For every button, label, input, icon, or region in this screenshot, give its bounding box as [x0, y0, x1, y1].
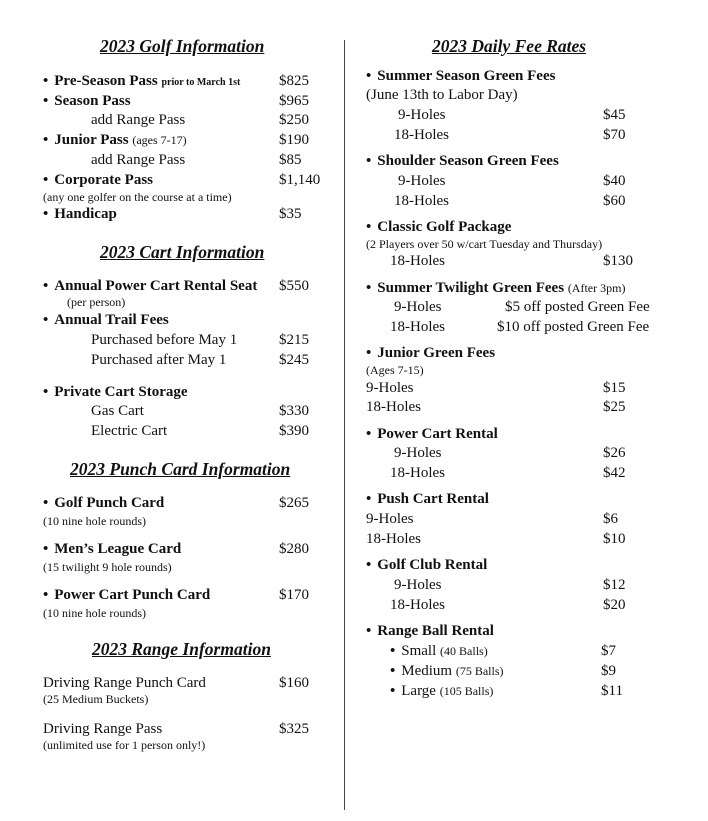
junior-pass [43, 131, 187, 150]
power-punch-note: (10 nine hole rounds) [43, 606, 146, 620]
club-18-label: 18-Holes [390, 597, 445, 613]
junior-fees-label: • Junior Green Fees [366, 344, 495, 363]
electric-cart-label: Electric Cart [91, 423, 168, 439]
trail-before-label: Purchased before May 1 [91, 332, 238, 348]
junior-9-price: $15 [603, 380, 626, 396]
club-9-price: $12 [603, 577, 626, 593]
annual-seat-note: (per person) [67, 295, 126, 309]
punch-card-heading: 2023 Punch Card Information [70, 459, 291, 479]
power-18-label: 18-Holes [390, 465, 445, 481]
power-9-price: $26 [603, 445, 626, 461]
preseason-label: Pre-Season Pass [54, 73, 158, 89]
club-18-price: $20 [603, 597, 626, 613]
twilight-9-price: $5 off posted Green Fee [505, 299, 650, 315]
push-9-price: $6 [603, 511, 618, 527]
golf-punch-label: • Golf Punch Card [43, 494, 164, 513]
trail-before-price: $215 [279, 332, 309, 348]
mens-league-price: $280 [279, 541, 309, 557]
handicap-label: • Handicap [43, 205, 117, 224]
junior-range-label: add Range Pass [91, 152, 186, 168]
ball-large-label: Large [401, 683, 436, 699]
corporate-price: $1,140 [279, 172, 321, 188]
mens-league-note: (15 twilight 9 hole rounds) [43, 560, 172, 574]
junior-range-price: $85 [279, 152, 302, 168]
summer-18-label: 18-Holes [394, 127, 449, 143]
power-punch-price: $170 [279, 587, 309, 603]
ball-small-label: Small [401, 643, 437, 659]
junior-fees-note: (Ages 7-15) [366, 363, 424, 377]
junior-18-label: 18-Holes [366, 399, 421, 415]
range-punch-label: Driving Range Punch Card [43, 675, 206, 691]
season-range-label: add Range Pass [91, 112, 186, 128]
shoulder-9-label: 9-Holes [398, 173, 446, 189]
ball-large-price: $11 [601, 683, 623, 699]
twilight-18-price: $10 off posted Green Fee [497, 319, 650, 335]
mens-league-label: • Men’s League Card [43, 540, 181, 559]
gas-cart-label: Gas Cart [91, 403, 144, 419]
column-divider [344, 40, 345, 810]
twilight-label: Summer Twilight Green Fees [377, 280, 565, 296]
range-info-heading: 2023 Range Information [92, 639, 271, 659]
range-pass-label: Driving Range Pass [43, 721, 163, 737]
push-9-label: 9-Holes [366, 511, 414, 527]
golf-info-heading: 2023 Golf Information [100, 36, 265, 56]
push-18-label: 18-Holes [366, 531, 421, 547]
classic-label: • Classic Golf Package [366, 218, 511, 237]
range-ball-label: • Range Ball Rental [366, 622, 494, 641]
shoulder-label: • Shoulder Season Green Fees [366, 152, 559, 171]
ball-medium-note: (75 Balls) [455, 664, 504, 678]
ball-medium-label: Medium [401, 663, 453, 679]
season-range-price: $250 [279, 112, 309, 128]
junior-price: $190 [279, 132, 309, 148]
power-18-price: $42 [603, 465, 626, 481]
ball-small-price: $7 [601, 643, 616, 659]
twilight-9-label: 9-Holes [394, 299, 442, 315]
preseason-pass [43, 72, 240, 92]
summer-9-price: $45 [603, 107, 626, 123]
storage-label: • Private Cart Storage [43, 383, 188, 402]
summer-9-label: 9-Holes [398, 107, 446, 123]
range-pass-price: $325 [279, 721, 309, 737]
junior-9-label: 9-Holes [366, 380, 414, 396]
trail-fees-label: • Annual Trail Fees [43, 311, 169, 330]
cart-info-heading: 2023 Cart Information [100, 242, 265, 262]
annual-seat-price: $550 [279, 278, 309, 294]
electric-cart-price: $390 [279, 423, 309, 439]
season-pass-label: • Season Pass [43, 92, 131, 111]
corporate-label: • Corporate Pass [43, 171, 153, 190]
junior-18-price: $25 [603, 399, 626, 415]
twilight-note: (After 3pm) [567, 281, 626, 295]
twilight-18-label: 18-Holes [390, 319, 445, 335]
classic-18-price: $130 [603, 253, 633, 269]
range-punch-price: $160 [279, 675, 309, 691]
summer-18-price: $70 [603, 127, 626, 143]
ball-small-note: (40 Balls) [440, 644, 488, 658]
golf-punch-price: $265 [279, 495, 309, 511]
gas-cart-price: $330 [279, 403, 309, 419]
ball-medium [390, 662, 504, 681]
daily-fee-heading: 2023 Daily Fee Rates [432, 36, 587, 56]
classic-18-label: 18-Holes [390, 253, 445, 269]
junior-label: Junior Pass [54, 132, 129, 148]
club-rental-label: • Golf Club Rental [366, 556, 487, 575]
summer-note: (June 13th to Labor Day) [366, 87, 518, 103]
ball-large [390, 682, 493, 701]
handicap-price: $35 [279, 206, 302, 222]
range-pass-note: (unlimited use for 1 person only!) [43, 738, 206, 752]
power-cart-label: • Power Cart Rental [366, 425, 498, 444]
push-cart-label: • Push Cart Rental [366, 490, 489, 509]
corporate-note: (any one golfer on the course at a time) [43, 190, 232, 204]
season-pass-price: $965 [279, 93, 309, 109]
twilight-row [366, 279, 625, 298]
ball-large-note: (105 Balls) [439, 684, 494, 698]
classic-note: (2 Players over 50 w/cart Tuesday and Thursday) [366, 237, 603, 251]
shoulder-9-price: $40 [603, 173, 626, 189]
range-punch-note: (25 Medium Buckets) [43, 692, 149, 706]
shoulder-18-price: $60 [603, 193, 626, 209]
push-18-price: $10 [603, 531, 626, 547]
junior-note: (ages 7-17) [132, 133, 187, 147]
ball-medium-price: $9 [601, 663, 616, 679]
power-punch-label: • Power Cart Punch Card [43, 586, 210, 605]
ball-small [390, 642, 488, 661]
club-9-label: 9-Holes [394, 577, 442, 593]
trail-after-label: Purchased after May 1 [91, 352, 227, 368]
summer-label: • Summer Season Green Fees [366, 67, 555, 86]
trail-after-price: $245 [279, 352, 309, 368]
preseason-price: $825 [279, 73, 309, 89]
shoulder-18-label: 18-Holes [394, 193, 449, 209]
power-9-label: 9-Holes [394, 445, 442, 461]
preseason-note: prior to March 1st [161, 77, 241, 88]
golf-punch-note: (10 nine hole rounds) [43, 514, 146, 528]
annual-seat-label: • Annual Power Cart Rental Seat [43, 277, 257, 296]
